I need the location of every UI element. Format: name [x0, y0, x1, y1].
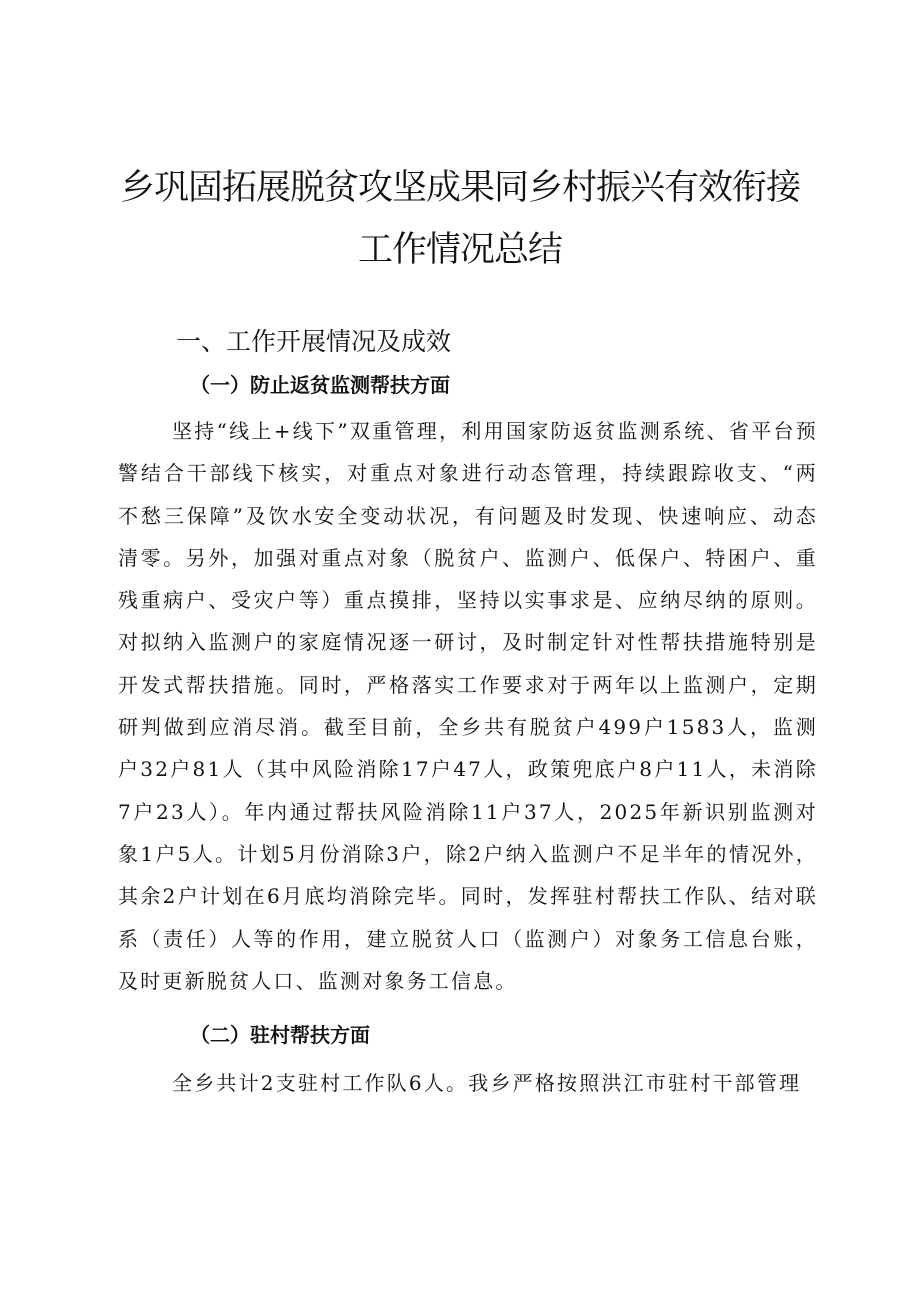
subsection-1-paragraph: 坚持“线上+线下”双重管理，利用国家防返贫监测系统、省平台预警结合干部线下核实，对重点对象进行动态管理，持续跟踪收支、“两不愁三保障”及饮水安全变动状况，有问题及时发现、快速响应、动态清零。另外，加强对重点对象（脱贫户、监测户、低保户、特困户、重残重病户、受灾户等）重点摸排，坚持以实事求是、应纳尽纳的原则。对拟纳入监测户的家庭情况逐一研讨，及时制定针对性帮扶措施特别是开发式帮扶措施。同时，严格落实工作要求对于两年以上监测户，定期研判做到应消尽消。截至目前，全乡共有脱贫户499户1583人，监测户32户81人（其中风险消除17户47人，政策兜底户8户11人，未消除7户23人）。年内通过帮扶风险消除11户37人，2025年新识别监测对象1户5人。计划5月份消除3户，除2户纳入监测户不足半年的情况外，其余2户计划在6月底均消除完毕。同时，发挥驻村帮扶工作队、结对联系（责任）人等的作用，建立脱贫人口（监测户）对象务工信息台账，及时更新脱贫人口、监测对象务工信息。: [118, 419, 818, 993]
subsection-2-paragraph: 全乡共计2支驻村工作队6人。我乡严格按照洪江市驻村干部管理: [172, 1071, 802, 1095]
subsection-heading-2: （二）驻村帮扶方面: [190, 1023, 370, 1047]
subsection-heading-1: （一）防止返贫监测帮扶方面: [190, 373, 450, 397]
document-title-line-1: 乡巩固拓展脱贫攻坚成果同乡村振兴有效衔接: [119, 168, 800, 208]
section-heading-1: 一、工作开展情况及成效: [176, 327, 452, 356]
document-title-line-2: 工作情况总结: [357, 230, 562, 270]
